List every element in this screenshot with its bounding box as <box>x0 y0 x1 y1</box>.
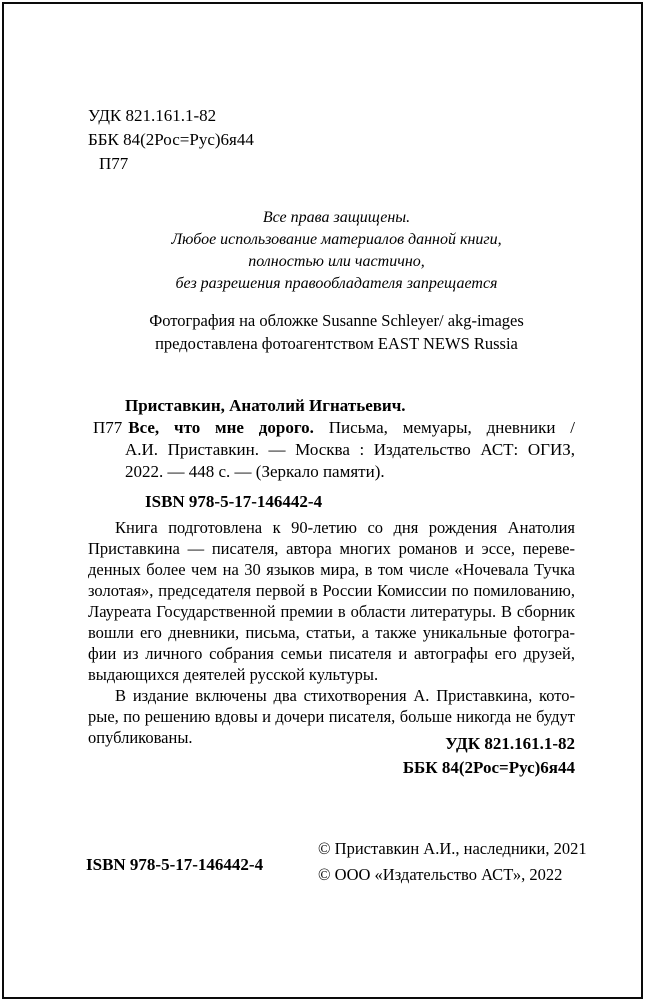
annotation-p2-line: опубликованы. <box>88 728 193 747</box>
biblio-title-rest: Письма, мемуары, дневники / <box>328 418 576 437</box>
author-sign-entry: П77 <box>93 418 123 437</box>
author-sign-top: П77 <box>99 154 129 173</box>
bbk-code-bottom: ББК 84(2Рос=Рус)6я44 <box>402 758 575 777</box>
rights-line-1: Все права защищены. <box>262 209 411 226</box>
photo-credit-line-1: Фотография на обложке Susanne Schleyer/ akg-images <box>149 311 524 330</box>
photo-credit <box>88 309 585 355</box>
biblio-author: Приставкин, Анатолий Игнатьевич. <box>125 396 406 415</box>
annotation-p1-line: денных более чем на 30 языков мира, в том числе «Ночевала Тучка <box>88 560 575 579</box>
annotation-p1-line: Приставкина — писателя, автора многих романов и эссе, переве- <box>88 539 575 558</box>
annotation-p2-line: В издание включены два стихотворения А. Приставкина, кото- <box>115 686 575 705</box>
biblio-line-4: 2022. — 448 с. — (Зеркало памяти). <box>125 462 385 481</box>
bbk-code-top: ББК 84(2Рос=Рус)6я44 <box>88 130 254 149</box>
annotation-p1-line: выдающихся деятелей русской культуры. <box>88 665 379 684</box>
isbn-footer: ISBN 978-5-17-146442-4 <box>86 855 264 874</box>
rights-line-4: без разрешения правообладателя запрещается <box>175 275 498 292</box>
rights-line-3: полностью или частично, <box>248 253 425 270</box>
udk-code-bottom: УДК 821.161.1-82 <box>445 734 575 753</box>
biblio-title-line <box>88 417 575 439</box>
annotation <box>88 517 575 748</box>
annotation-p1-line: вошли его дневники, письма, статьи, а также уникальные фотогра- <box>88 623 575 642</box>
biblio-title-bold: Все, что мне дорого. <box>128 418 314 437</box>
annotation-p1-line: фии из личного собрания семьи писателя и автографы его друзей, <box>88 644 575 663</box>
copyright-block <box>318 836 587 888</box>
top-classification-codes <box>88 104 254 176</box>
bottom-classification-codes <box>403 732 575 780</box>
annotation-p1-line: золотая», председателя первой в России Комиссии по помилованию, <box>88 581 575 600</box>
rights-line-2: Любое использование материалов данной книги, <box>171 231 502 248</box>
isbn-entry: ISBN 978-5-17-146442-4 <box>145 492 323 511</box>
biblio-line-3: А.И. Приставкин. — Москва : Издательство АСТ: ОГИЗ, <box>125 440 575 459</box>
annotation-p1-line: Лауреата Государственной премии в области литературы. В сборник <box>88 602 575 621</box>
bibliographic-entry <box>88 395 575 483</box>
udk-code-top: УДК 821.161.1-82 <box>88 106 217 125</box>
rights-notice <box>88 207 585 295</box>
annotation-p2-line: рые, по решению вдовы и дочери писателя, больше никогда не будут <box>88 707 575 726</box>
annotation-p1-line: Книга подготовлена к 90-летию со дня рождения Анатолия <box>115 518 575 537</box>
copyright-line-2: © ООО «Издательство АСТ», 2022 <box>318 865 563 884</box>
copyright-line-1: © Приставкин А.И., наследники, 2021 <box>318 839 587 858</box>
photo-credit-line-2: предоставлена фотоагентством EAST NEWS Russia <box>155 334 518 353</box>
